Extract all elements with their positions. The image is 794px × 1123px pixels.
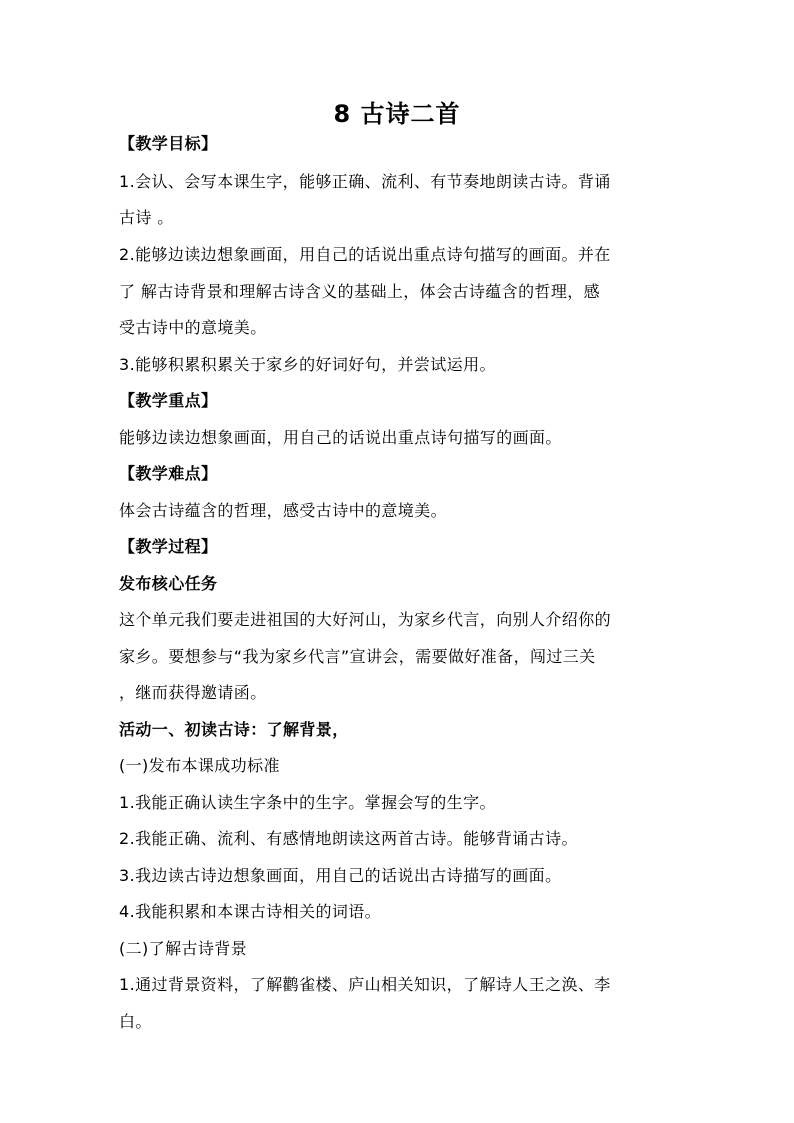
criteria-1: 1.我能正确认读生字条中的生字。掌握会写的生字。 — [119, 793, 496, 812]
core-task-line-3: ，继而获得邀请函。 — [119, 683, 267, 702]
goal-2-line-1: 2.能够边读边想象画面，用自己的话说出重点诗句描写的画面。并在 — [119, 245, 611, 264]
document-title: 8 古诗二首 — [333, 100, 461, 128]
goal-3: 3.能够积累积累关于家乡的好词好句，并尝试运用。 — [119, 355, 496, 374]
core-task-line-1: 这个单元我们要走进祖国的大好河山，为家乡代言，向别人介绍你的 — [119, 610, 612, 629]
heading-teaching-difficulty: 【教学难点】 — [119, 464, 218, 483]
criteria-2: 2.我能正确、流利、有感情地朗读这两首古诗。能够背诵古诗。 — [119, 829, 578, 848]
subheading-success-criteria: (一)发布本课成功标准 — [119, 756, 280, 775]
criteria-3: 3.我边读古诗边想象画面，用自己的话说出古诗描写的画面。 — [119, 866, 562, 885]
core-task-line-2: 家乡。要想参与“我为家乡代言”宣讲会，需要做好准备，闯过三关 — [119, 647, 596, 666]
teaching-difficulty-text: 体会古诗蕴含的哲理，感受古诗中的意境美。 — [119, 501, 448, 520]
goal-2-line-2: 了 解古诗背景和理解古诗含义的基础上，体会古诗蕴含的哲理，感 — [119, 282, 601, 301]
background-1-line-1: 1.通过背景资料，了解鹳雀楼、庐山相关知识，了解诗人王之涣、李 — [119, 975, 611, 994]
subheading-background: (二)了解古诗背景 — [119, 939, 248, 958]
heading-teaching-goals: 【教学目标】 — [119, 134, 218, 153]
teaching-key-text: 能够边读边想象画面，用自己的话说出重点诗句描写的画面。 — [119, 428, 562, 447]
goal-2-line-3: 受古诗中的意境美。 — [119, 318, 267, 337]
goal-1-line-2: 古诗 。 — [119, 208, 174, 227]
goal-1-line-1: 1.会认、会写本课生字，能够正确、流利、有节奏地朗读古诗。背诵 — [119, 172, 611, 191]
heading-activity-1: 活动一、初读古诗：了解背景， — [119, 720, 349, 739]
heading-core-task: 发布核心任务 — [119, 574, 218, 593]
background-1-line-2: 白。 — [119, 1012, 152, 1031]
criteria-4: 4.我能积累和本课古诗相关的词语。 — [119, 902, 382, 921]
heading-teaching-process: 【教学过程】 — [119, 537, 218, 556]
heading-teaching-key: 【教学重点】 — [119, 391, 218, 410]
